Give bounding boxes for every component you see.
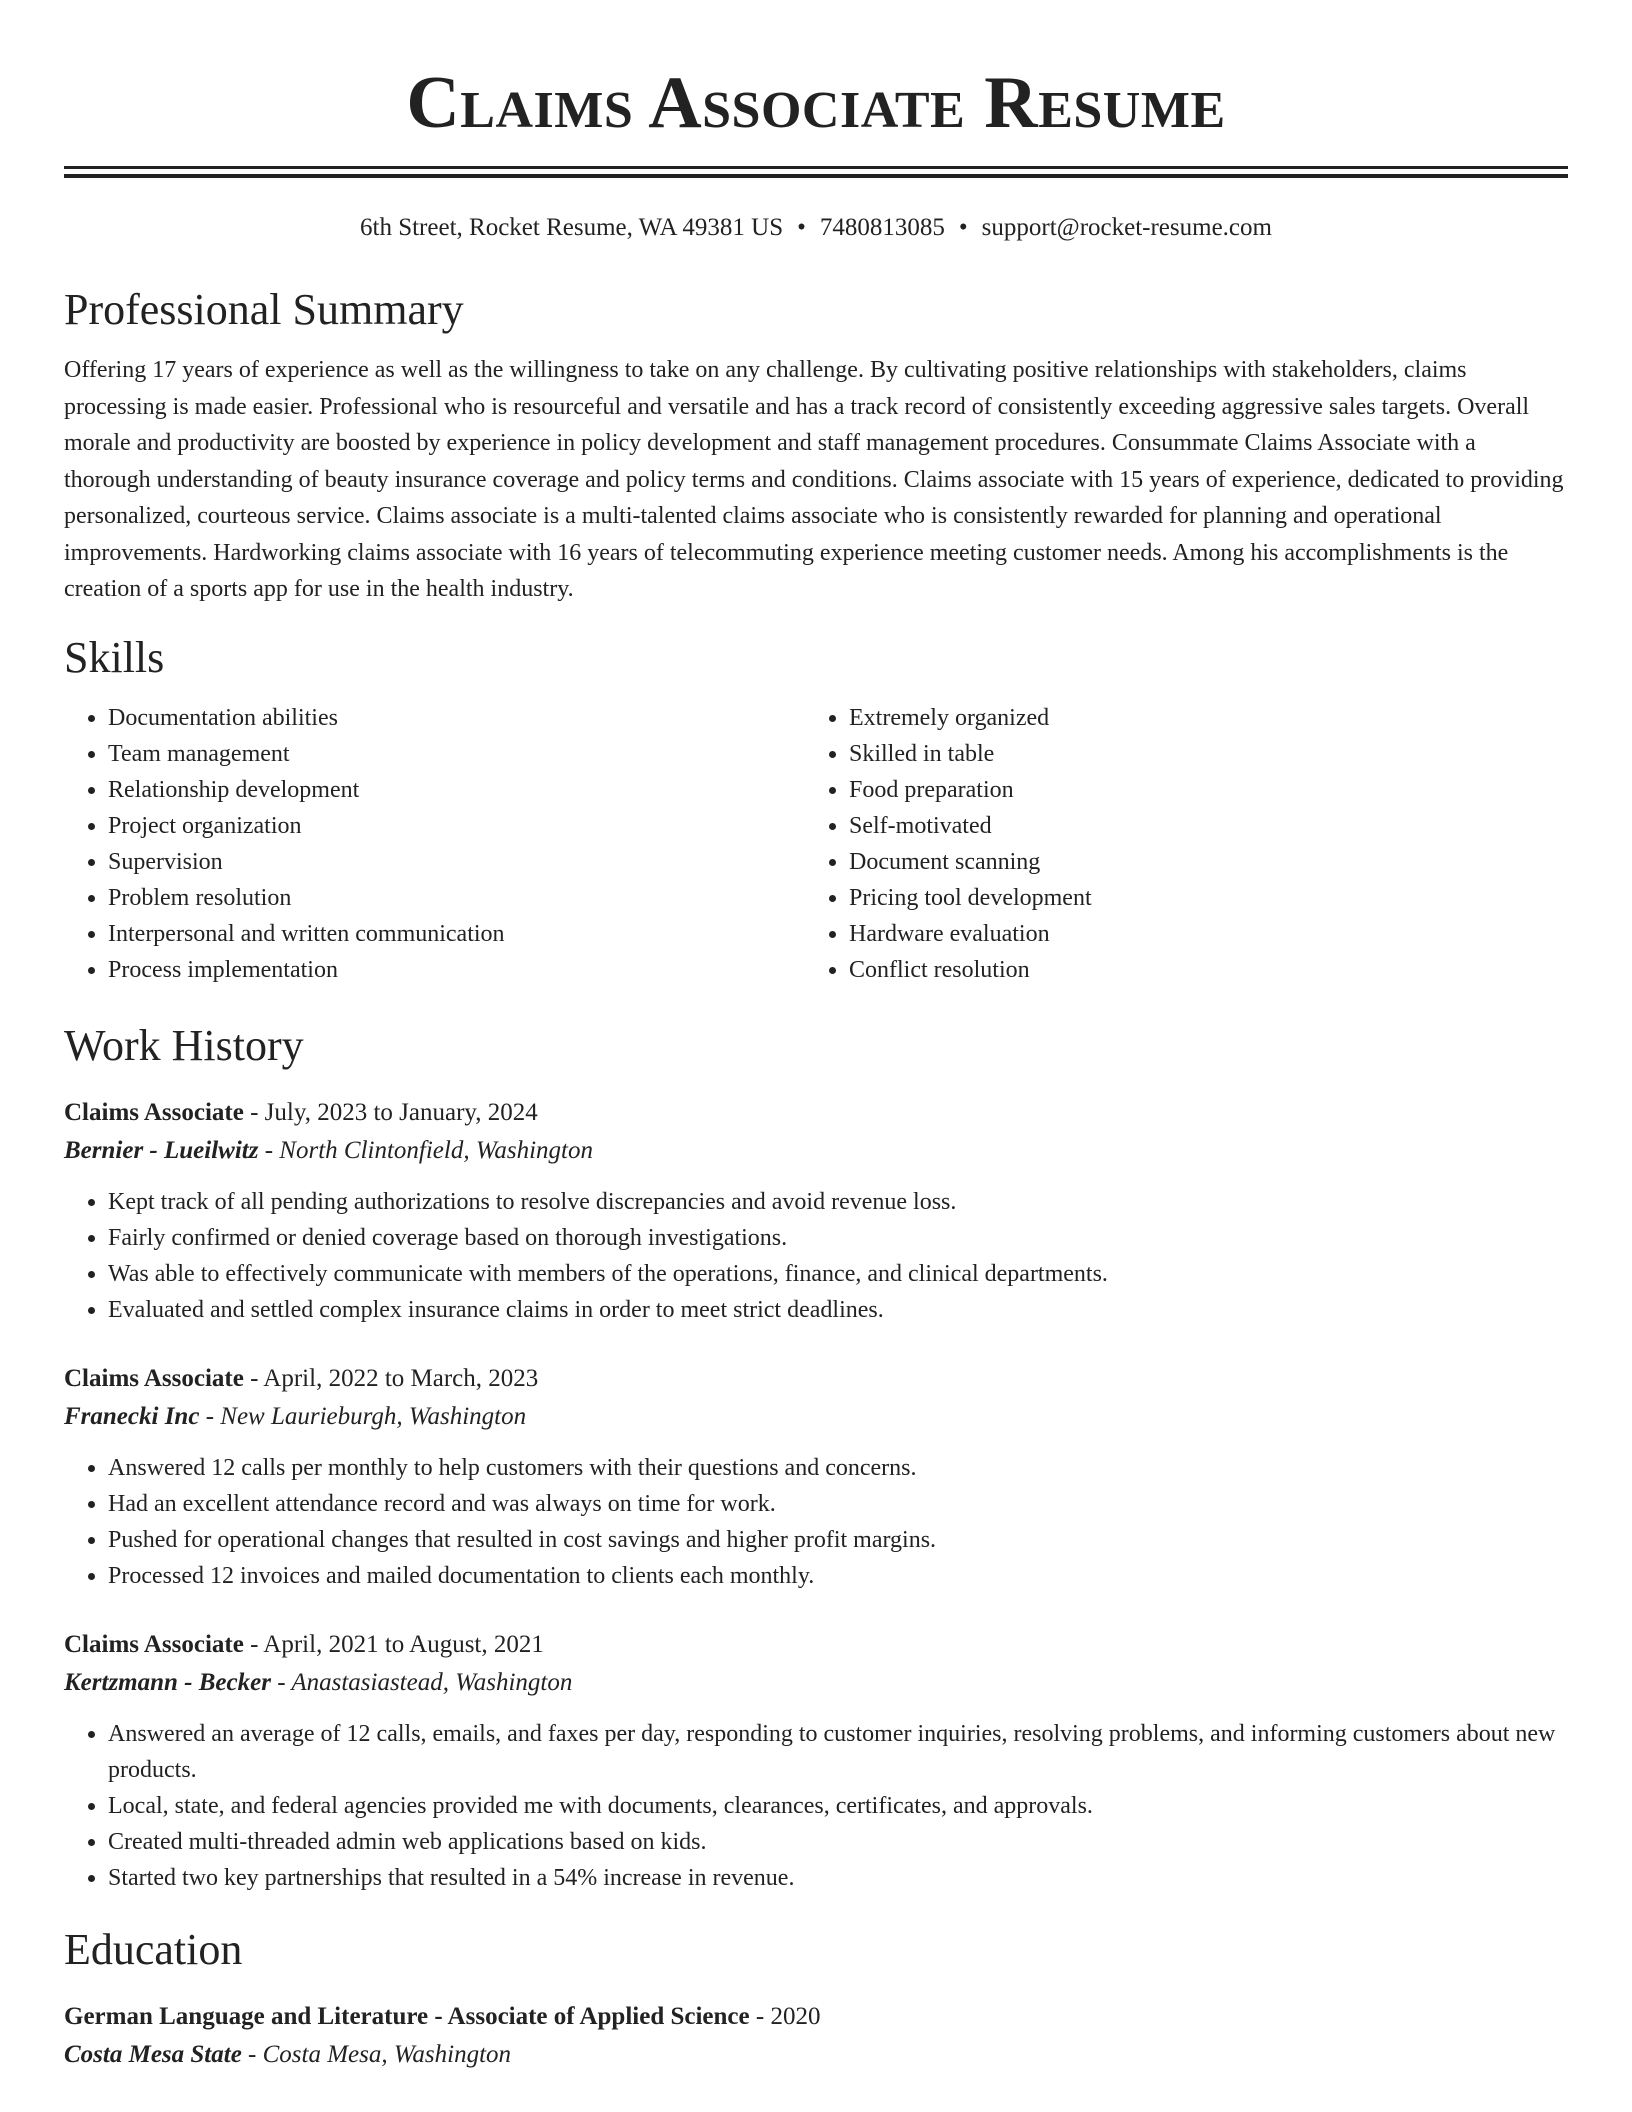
skill-item: • Team management bbox=[108, 736, 805, 772]
skill-item: • Documentation abilities bbox=[108, 700, 805, 736]
job-company: Franecki Inc bbox=[64, 1402, 200, 1430]
job-location: - New Laurieburgh, Washington bbox=[199, 1402, 527, 1430]
skill-item: • Supervision bbox=[108, 844, 805, 880]
skill-item: • Pricing tool development bbox=[849, 880, 1546, 916]
skill-item: • Relationship development bbox=[108, 772, 805, 808]
skill-item: • Process implementation bbox=[108, 952, 805, 988]
education-location: - Costa Mesa, Washington bbox=[241, 2040, 512, 2068]
skill-item: • Document scanning bbox=[849, 844, 1546, 880]
job-bullet: • Evaluated and settled complex insurance claims in order to meet strict deadlines. bbox=[108, 1292, 1568, 1328]
skill-item: • Hardware evaluation bbox=[849, 916, 1546, 952]
job-dates: - April, 2022 to March, 2023 bbox=[243, 1364, 539, 1392]
education-entry bbox=[64, 1998, 1568, 2074]
job-title: Claims Associate bbox=[64, 1364, 244, 1392]
job-bullet: • Created multi-threaded admin web applications based on kids. bbox=[108, 1824, 1568, 1860]
job-bullets bbox=[64, 1716, 1568, 1896]
contact-line bbox=[64, 212, 1568, 244]
skills-columns bbox=[64, 700, 1568, 988]
job-bullet: • Started two key partnerships that resulted in a 54% increase in revenue. bbox=[108, 1860, 1568, 1896]
education-school-line bbox=[64, 2036, 1568, 2074]
job-company-line bbox=[64, 1132, 1568, 1170]
job-bullet: • Answered 12 calls per monthly to help customers with their questions and concerns. bbox=[108, 1450, 1568, 1486]
job-bullet: • Answered an average of 12 calls, emails, and faxes per day, responding to customer inquiries, resolving problems, and informing customers about new products. bbox=[108, 1716, 1568, 1788]
job-entry bbox=[64, 1626, 1568, 1896]
education-school: Costa Mesa State bbox=[64, 2040, 242, 2068]
resume-title: Claims Associate Resume bbox=[406, 62, 1226, 144]
job-title-line bbox=[64, 1626, 1568, 1664]
skills-right-list bbox=[805, 700, 1546, 988]
contact-phone: 7480813085 bbox=[819, 214, 945, 241]
contact-email: support@rocket-resume.com bbox=[981, 214, 1272, 241]
job-title: Claims Associate bbox=[64, 1630, 244, 1658]
job-bullet: • Processed 12 invoices and mailed documentation to clients each monthly. bbox=[108, 1558, 1568, 1594]
job-title: Claims Associate bbox=[64, 1098, 244, 1126]
job-title-line bbox=[64, 1360, 1568, 1398]
skill-item: • Skilled in table bbox=[849, 736, 1546, 772]
work-history-heading: Work History bbox=[64, 1020, 304, 1070]
job-company-line bbox=[64, 1664, 1568, 1702]
skill-item: • Interpersonal and written communication bbox=[108, 916, 805, 952]
job-title-line bbox=[64, 1094, 1568, 1132]
skill-item: • Self-motivated bbox=[849, 808, 1546, 844]
education-degree-line bbox=[64, 1998, 1568, 2036]
skill-item: • Conflict resolution bbox=[849, 952, 1546, 988]
job-bullet: • Kept track of all pending authorizations to resolve discrepancies and avoid revenue loss. bbox=[108, 1184, 1568, 1220]
summary-text: Offering 17 years of experience as well as the willingness to take on any challenge. By cultivating positive relationships with stakeholders, claims processing is made easier. Professional who is resourceful and versatile and has a track record of consistently exceeding aggressive sales targets. Overall morale and productivity are boosted by experience in policy development and staff management procedures. Consummate Claims Associate with a thorough understanding of beauty insurance coverage and policy terms and conditions. Claims associate with 15 years of experience, dedicated to providing personalized, courteous service. Claims associate is a multi-talented claims associate who is consistently rewarded for planning and operational improvements. Hardworking claims associate with 16 years of telecommuting experience meeting customer needs. Among his accomplishments is the creation of a sports app for use in the health industry. bbox=[64, 357, 1564, 602]
job-entry bbox=[64, 1094, 1568, 1328]
title-divider bbox=[64, 166, 1568, 178]
job-dates: - July, 2023 to January, 2024 bbox=[243, 1098, 538, 1126]
contact-separator: • bbox=[958, 214, 968, 241]
job-location: - North Clintonfield, Washington bbox=[258, 1136, 593, 1164]
job-company: Bernier - Lueilwitz bbox=[64, 1136, 259, 1164]
contact-address: 6th Street, Rocket Resume, WA 49381 US bbox=[360, 214, 784, 241]
skills-left-list bbox=[64, 700, 805, 988]
job-bullet: • Local, state, and federal agencies provided me with documents, clearances, certificates, and approvals. bbox=[108, 1788, 1568, 1824]
job-bullet: • Fairly confirmed or denied coverage based on thorough investigations. bbox=[108, 1220, 1568, 1256]
job-bullet: • Pushed for operational changes that resulted in cost savings and higher profit margins. bbox=[108, 1522, 1568, 1558]
skill-item: • Extremely organized bbox=[849, 700, 1546, 736]
job-bullets bbox=[64, 1184, 1568, 1328]
skill-item: • Food preparation bbox=[849, 772, 1546, 808]
job-bullet: • Had an excellent attendance record and was always on time for work. bbox=[108, 1486, 1568, 1522]
job-bullets bbox=[64, 1450, 1568, 1594]
skills-heading: Skills bbox=[64, 632, 165, 682]
contact-separator: • bbox=[797, 214, 806, 241]
skill-item: • Project organization bbox=[108, 808, 805, 844]
job-location: - Anastasiastead, Washington bbox=[270, 1668, 573, 1696]
skill-item: • Problem resolution bbox=[108, 880, 805, 916]
job-bullet: • Was able to effectively communicate with members of the operations, finance, and clinical departments. bbox=[108, 1256, 1568, 1292]
education-heading: Education bbox=[64, 1924, 243, 1974]
job-dates: - April, 2021 to August, 2021 bbox=[243, 1630, 544, 1658]
job-company-line bbox=[64, 1398, 1568, 1436]
summary-heading: Professional Summary bbox=[64, 285, 464, 334]
education-year: - 2020 bbox=[749, 2002, 821, 2030]
job-entry bbox=[64, 1360, 1568, 1594]
job-company: Kertzmann - Becker bbox=[64, 1668, 271, 1696]
education-degree: German Language and Literature - Associate of Applied Science bbox=[64, 2002, 750, 2030]
